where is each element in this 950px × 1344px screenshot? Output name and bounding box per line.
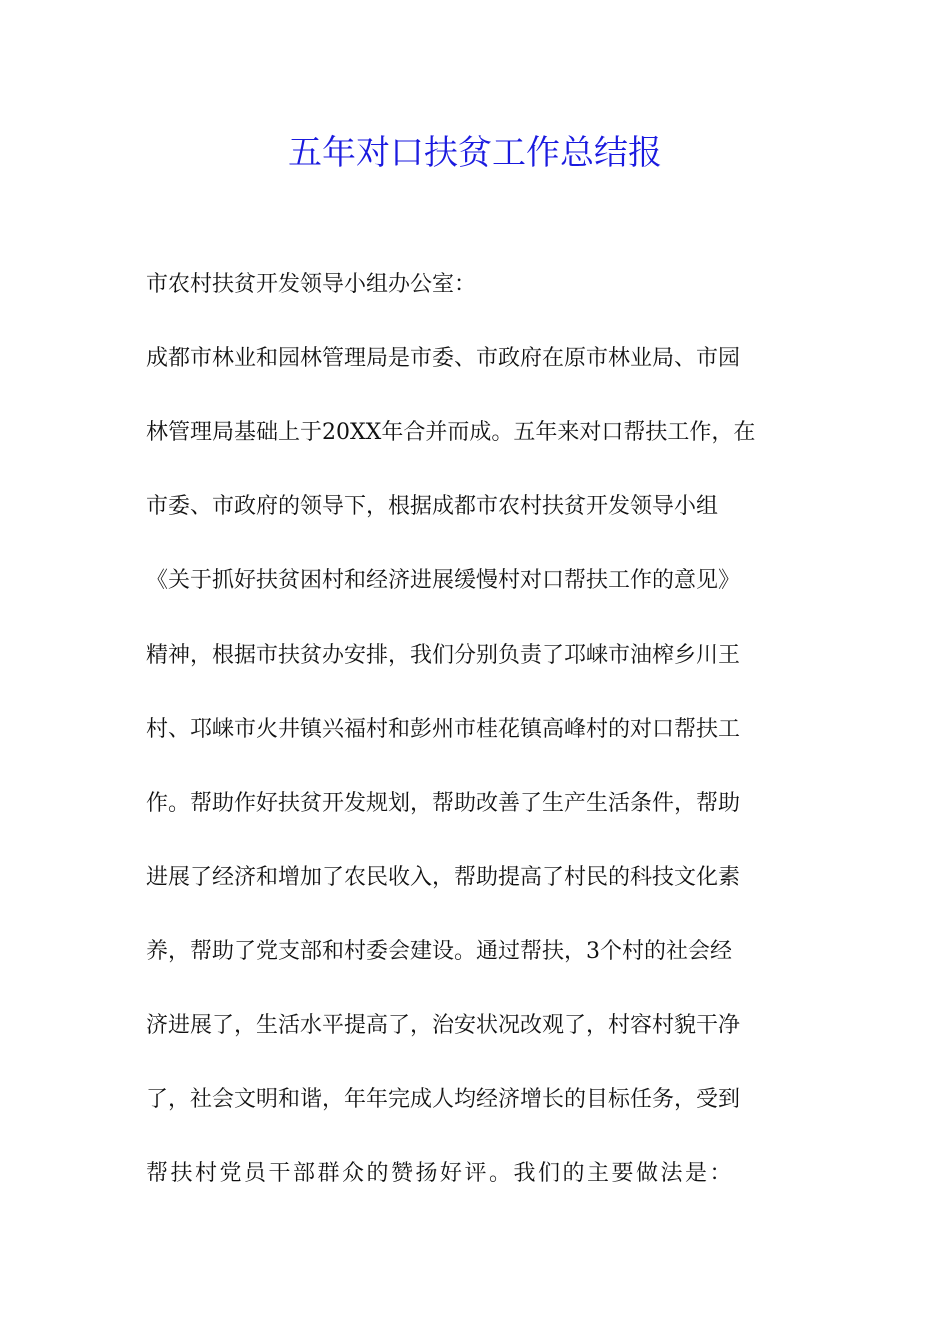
body-line-5: 精神，根据市扶贫办安排，我们分别负责了邛崃市油榨乡川王 <box>146 643 741 668</box>
body-line-1: 成都市林业和园林管理局是市委、市政府在原市林业局、市园 <box>146 346 741 371</box>
salutation: 市农村扶贫开发领导小组办公室： <box>146 272 477 297</box>
body-line-6: 村、邛崃市火井镇兴福村和彭州市桂花镇高峰村的对口帮扶工 <box>146 717 741 742</box>
body-line-9: 养，帮助了党支部和村委会建设。通过帮扶，3个村的社会经 <box>146 939 732 964</box>
body-line-4: 《关于抓好扶贫困村和经济进展缓慢村对口帮扶工作的意见》 <box>146 568 741 593</box>
body-line-12: 帮扶村党员干部群众的赞扬好评。我们的主要做法是： <box>146 1161 735 1186</box>
body-line-3: 市委、市政府的领导下，根据成都市农村扶贫开发领导小组 <box>146 494 719 519</box>
body-line-2: 林管理局基础上于20XX年合并而成。五年来对口帮扶工作，在 <box>146 420 756 445</box>
body-line-11: 了，社会文明和谐，年年完成人均经济增长的目标任务，受到 <box>146 1087 741 1112</box>
body-line-10: 济进展了，生活水平提高了，治安状况改观了，村容村貌干净 <box>146 1013 741 1038</box>
document-title: 五年对口扶贫工作总结报 <box>288 133 662 173</box>
body-line-8: 进展了经济和增加了农民收入，帮助提高了村民的科技文化素 <box>146 865 741 890</box>
body-line-7: 作。帮助作好扶贫开发规划，帮助改善了生产生活条件，帮助 <box>146 791 741 816</box>
